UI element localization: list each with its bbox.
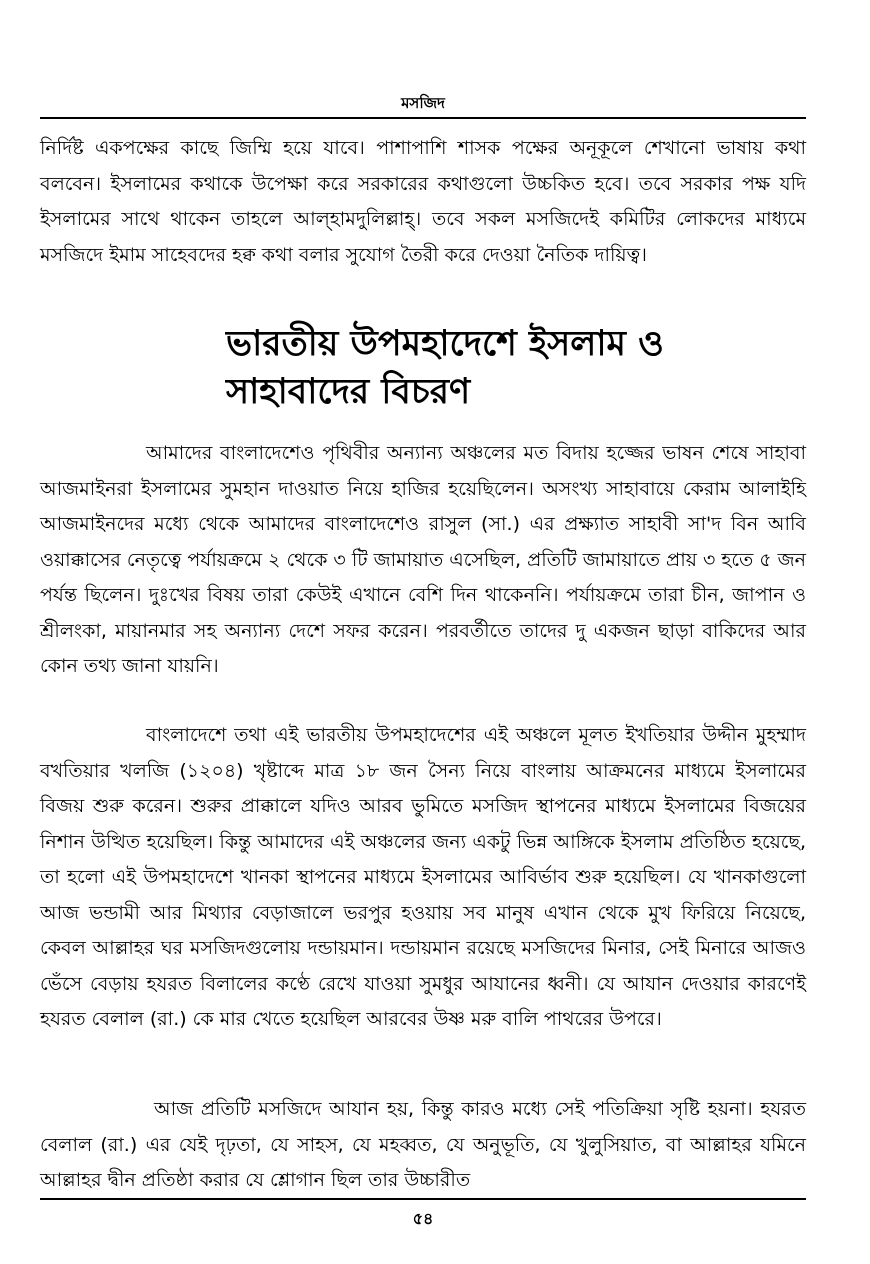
section-heading-line-1: ভারতীয় উপমহাদেশে ইসলাম ও — [226, 324, 664, 364]
paragraph-text: বাংলাদেশে তথা এই ভারতীয় উপমহাদেশের এই অঞ্চলে মূলত ইখতিয়ার উদ্দীন মুহম্মাদ বখতিয়ার খলজি (১২০৪) খৃষ্টাব্দে মাত্র ১৮ জন সৈন্য নিয়ে বাংলায় আক্রমনের মাধ্যমে ইসলামের বিজয় শুরু করেন। শুরুর প্রাক্কালে যদিও আরব ভুমিতে মসজিদ স্থাপনের মাধ্যমে ইসলামের বিজয়ের নিশান উত্থিত হয়েছিল। কিন্তু আমাদের এই অঞ্চলের জন্য একটু ভিন্ন আঙ্গিকে ইসলাম প্রতিষ্ঠিত হয়েছে, তা হলো এই উপমহাদেশে খানকা স্থাপনের মাধ্যমে ইসলামের আবির্ভাব শুরু হয়েছিল। যে খানকাগুলো আজ ভন্ডামী আর মিথ্যার বেড়াজালে ভরপুর হওয়ায় সব মানুষ এখান থেকে মুখ ফিরিয়ে নিয়েছে, কেবল আল্লাহর ঘর মসজিদগুলোয় দন্ডায়মান। দন্ডায়মান রয়েছে মসজিদের মিনার, সেই মিনারে আজও ভেঁসে বেড়ায় হযরত বিলালের কণ্ঠে রেখে যাওয়া সুমধুর আযানের ধ্বনী। যে আযান দেওয়ার কারণেই হযরত বেলাল (রা.) কে মার খেতে হয়েছিল আরবের উষ্ণ মরু বালি পাথরের উপরে। — [40, 724, 806, 1030]
paragraph — [40, 1092, 806, 1199]
section-heading-line-2: সাহাবাদের বিচরণ — [226, 372, 471, 412]
paragraph-text: নির্দিষ্ট একপক্ষের কাছে জিম্মি হয়ে যাবে। পাশাপাশি শাসক পক্ষের অনূকূলে শেখানো ভাষায় কথা বলবেন। ইসলামের কথাকে উপেক্ষা করে সরকারের কথাগুলো উচ্চকিত হবে। তবে সরকার পক্ষ যদি ইসলামের সাথে থাকেন তাহলে আল্‌হামদুলিল্লাহ্‌। তবে সকল মসজিদেই কমিটির লোকদের মাধ্যমে মসজিদে ইমাম সাহেবদের হক্ব কথা বলার সুযোগ তৈরী করে দেওয়া নৈতিক দায়িত্ব। — [40, 137, 806, 266]
paragraph — [40, 436, 806, 685]
paragraph-text: আজ প্রতিটি মসজিদে আযান হয়, কিন্তু কারও মধ্যে সেই পতিক্রিয়া সৃষ্টি হয়না। হযরত বেলাল (রা.) এর যেই দৃঢ়তা, যে সাহস, যে মহব্বত, যে অনুভূতি, যে খুলুসিয়াত, বা আল্লাহর যমিনে আল্লাহর দ্বীন প্রতিষ্ঠা করার যে শ্লোগান ছিল তার উচ্চারীত — [40, 1098, 806, 1191]
footer-rule — [40, 1198, 806, 1200]
page-number: ৫৪ — [412, 1209, 434, 1228]
running-header: মসজিদ — [401, 94, 445, 112]
section-heading — [226, 320, 786, 416]
paragraph — [40, 718, 806, 1038]
paragraph — [40, 131, 806, 273]
paragraph-text: আমাদের বাংলাদেশেও পৃথিবীর অন্যান্য অঞ্চলের মত বিদায় হজ্জের ভাষন শেষে সাহাবা আজমাইনরা ইসলামের সুমহান দাওয়াত নিয়ে হাজির হয়েছিলেন। অসংখ্য সাহাবায়ে কেরাম আলাইহি আজমাইনদের মধ্যে থেকে আমাদের বাংলাদেশেও রাসুল (সা.) এর প্রক্ষ্যাত সাহাবী সা'দ বিন আবি ওয়াক্কাসের নেতৃত্বে পর্যায়ক্রমে ২ থেকে ৩ টি জামায়াত এসেছিল, প্রতিটি জামায়াতে প্রায় ৩ হতে ৫ জন পর্যন্ত ছিলেন। দুঃখের বিষয় তারা কেউই এখানে বেশি দিন থাকেননি। পর্যায়ক্রমে তারা চীন, জাপান ও শ্রীলংকা, মায়ানমার সহ অন্যান্য দেশে সফর করেন। পরবর্তীতে তাদের দু একজন ছাড়া বাকিদের আর কোন তথ্য জানা যায়নি। — [40, 442, 806, 677]
header-rule — [40, 117, 806, 119]
